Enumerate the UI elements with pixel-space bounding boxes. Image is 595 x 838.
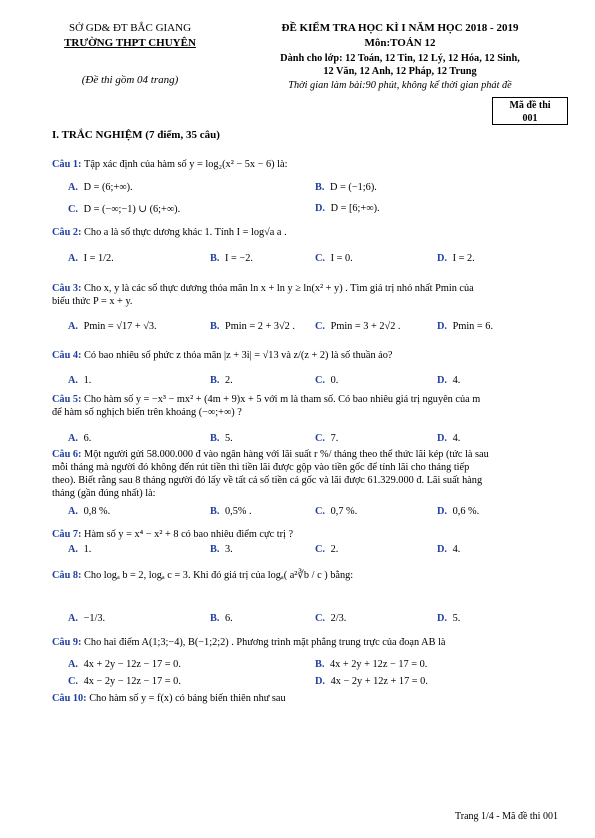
question-number: Câu 7: [52, 529, 85, 540]
option-text: 4. [450, 433, 461, 444]
option-text: −1/3. [81, 613, 106, 624]
answer-option [68, 182, 133, 193]
option-letter: A. [68, 544, 79, 555]
page-count-note: (Đề thi gồm 04 trang) [81, 74, 179, 86]
answer-option [437, 321, 493, 332]
option-text: 2. [328, 544, 339, 555]
question-stem [52, 226, 572, 239]
option-text: 0,8 %. [81, 506, 111, 517]
question-text: Cho hàm số y = f(x) có bảng biến thiên như sau [89, 693, 286, 704]
question-number: Câu 6: [52, 449, 85, 460]
answer-option [210, 544, 233, 555]
option-text: D = (6;+∞). [81, 182, 133, 193]
answer-option [68, 659, 181, 670]
time-limit: Thời gian làm bài:90 phút, không kể thời gian phát đề [288, 80, 512, 91]
question-text: Cho hàm số y = −x³ − mx² + (4m + 9)x + 5 với m là tham số. Có bao nhiêu giá trị nguyên của m [84, 394, 481, 405]
option-letter: A. [68, 375, 79, 386]
option-letter: C. [315, 321, 326, 332]
option-letter: C. [315, 253, 326, 264]
answer-option [68, 433, 91, 444]
question-text: biểu thức P = x + y. [52, 296, 133, 307]
answer-option [210, 613, 233, 624]
option-text: 4. [450, 544, 461, 555]
question-stem-continued [52, 487, 572, 500]
question-stem [52, 349, 572, 362]
answer-option [437, 375, 460, 386]
answer-option [437, 433, 460, 444]
question-text: theo). Biết rằng sau 8 tháng người đó lấy về tất cả số tiền cả gốc và lãi được 61.329.000 đ. Lãi suất hàng [52, 475, 483, 486]
answer-option [437, 506, 479, 517]
answer-option [437, 613, 460, 624]
option-text: 0,5% . [222, 506, 252, 517]
option-text: 4x − 2y − 12z − 17 = 0. [81, 676, 181, 687]
option-letter: B. [210, 375, 220, 386]
answer-option [315, 506, 357, 517]
question-stem [52, 636, 572, 649]
question-text: Có bao nhiêu số phức z thỏa mãn |z + 3i| = √13 và z/(z + 2) là số thuần ảo? [84, 350, 393, 361]
exam-code-box [492, 97, 568, 125]
answer-option [68, 203, 180, 215]
option-text: I = 0. [328, 253, 353, 264]
option-text: Pmin = 2 + 3√2 . [222, 321, 295, 332]
answer-option [210, 321, 295, 332]
question-number: Câu 3: [52, 283, 85, 294]
option-letter: B. [315, 659, 325, 670]
option-letter: D. [437, 433, 448, 444]
answer-option [68, 544, 91, 555]
option-text: Pmin = 6. [450, 321, 494, 332]
school-name: TRƯỜNG THPT CHUYÊN [64, 37, 196, 49]
answer-option [437, 253, 475, 264]
option-text: 6. [222, 613, 233, 624]
option-text: 6. [81, 433, 92, 444]
option-text: 3. [222, 544, 233, 555]
option-text: 0. [328, 375, 339, 386]
answer-option [315, 253, 353, 264]
question-stem [52, 158, 572, 171]
answer-option [68, 375, 91, 386]
question-stem [52, 528, 572, 541]
option-text: D = [6;+∞). [328, 203, 380, 214]
answer-option [315, 321, 401, 332]
department-name: SỞ GD& ĐT BẮC GIANG [68, 22, 192, 34]
option-text: 1. [81, 375, 92, 386]
option-letter: B. [210, 433, 220, 444]
question-text: mỗi tháng mà người đó không đến rút tiền thì tiền lãi được gộp vào tiền gốc để tính lãi cho tháng tiếp [52, 462, 470, 473]
option-text: I = −2. [222, 253, 253, 264]
option-letter: D. [315, 203, 326, 214]
question-text: Tập xác định của hàm số y = log₂(x² − 5x − 6) là: [84, 159, 288, 170]
answer-option [68, 613, 105, 624]
option-letter: A. [68, 659, 79, 670]
answer-option [68, 676, 181, 687]
question-text: tháng (gần đúng nhất) là: [52, 488, 156, 499]
option-text: 1. [81, 544, 92, 555]
question-number: Câu 10: [52, 693, 90, 704]
exam-code-label: Mã đề thi [509, 100, 551, 111]
question-text: Cho x, y là các số thực dương thỏa mãn ln x + ln y ≥ ln(x² + y) . Tìm giá trị nhỏ nhất Pmin của [84, 283, 474, 294]
exam-title: ĐỀ KIỂM TRA HỌC KÌ I NĂM HỌC 2018 - 2019 [281, 22, 519, 34]
answer-option [315, 544, 338, 555]
option-text: Pmin = √17 + √3. [81, 321, 157, 332]
answer-option [210, 506, 252, 517]
option-letter: D. [437, 613, 448, 624]
question-stem [52, 282, 572, 295]
question-text: Một người gửi 58.000.000 đ vào ngân hàng với lãi suất r %/ tháng theo thể thức lãi kép (tức là sau [84, 449, 489, 460]
option-letter: B. [210, 613, 220, 624]
option-letter: C. [68, 676, 79, 687]
answer-option [315, 433, 338, 444]
question-stem [52, 569, 572, 582]
option-text: 0,7 %. [328, 506, 358, 517]
option-text: 4x + 2y + 12z − 17 = 0. [327, 659, 428, 670]
question-number: Câu 8: [52, 570, 85, 581]
question-text: Cho a là số thực dương khác 1. Tính I = log√a a . [84, 227, 287, 238]
page-footer: Trang 1/4 - Mã đề thi 001 [455, 811, 558, 822]
answer-option [210, 375, 233, 386]
question-stem [52, 393, 572, 406]
option-letter: D. [437, 253, 448, 264]
option-text: 2/3. [328, 613, 347, 624]
answer-option [210, 433, 233, 444]
answer-option [315, 203, 380, 214]
option-letter: A. [68, 321, 79, 332]
option-text: 2. [222, 375, 233, 386]
option-letter: B. [210, 544, 220, 555]
option-letter: D. [437, 375, 448, 386]
question-text: để hàm số nghịch biến trên khoảng (−∞;+∞) ? [52, 407, 242, 418]
option-letter: A. [68, 182, 79, 193]
answer-option [68, 253, 114, 264]
option-text: I = 2. [450, 253, 475, 264]
option-letter: D. [437, 544, 448, 555]
answer-option [315, 613, 346, 624]
question-number: Câu 4: [52, 350, 85, 361]
option-text: 7. [328, 433, 339, 444]
option-letter: C. [315, 613, 326, 624]
option-letter: A. [68, 613, 79, 624]
option-text: 4x + 2y − 12z − 17 = 0. [81, 659, 181, 670]
question-text: Hàm số y = x⁴ − x² + 8 có bao nhiêu điểm cực trị ? [84, 529, 294, 540]
question-stem-continued [52, 406, 572, 419]
question-stem [52, 692, 572, 705]
option-text: 0,6 %. [450, 506, 480, 517]
question-number: Câu 1: [52, 159, 85, 170]
question-stem-continued [52, 295, 572, 308]
option-text: D = (−1;6). [327, 182, 377, 193]
class-list-1: Dành cho lớp: 12 Toán, 12 Tin, 12 Lý, 12 Hóa, 12 Sinh, [280, 53, 520, 64]
answer-option [315, 659, 427, 670]
option-text: I = 1/2. [81, 253, 114, 264]
answer-option [210, 253, 253, 264]
answer-option [315, 375, 338, 386]
answer-option [437, 544, 460, 555]
option-letter: D. [437, 506, 448, 517]
answer-option [315, 676, 428, 687]
section-title: I. TRẮC NGHIỆM (7 điểm, 35 câu) [52, 129, 220, 141]
answer-option [68, 506, 110, 517]
option-letter: D. [315, 676, 326, 687]
option-letter: B. [210, 253, 220, 264]
question-number: Câu 2: [52, 227, 85, 238]
question-stem-continued [52, 474, 572, 487]
option-letter: D. [437, 321, 448, 332]
option-text: 5. [450, 613, 461, 624]
option-letter: C. [68, 204, 79, 215]
option-letter: C. [315, 433, 326, 444]
question-number: Câu 9: [52, 637, 85, 648]
option-letter: C. [315, 506, 326, 517]
option-letter: B. [210, 506, 220, 517]
option-text: D = (−∞;−1) ∪ (6;+∞). [81, 204, 181, 215]
question-text: Cho hai điểm A(1;3;−4), B(−1;2;2) . Phương trình mặt phẳng trung trực của đoạn AB là [84, 637, 446, 648]
option-letter: A. [68, 506, 79, 517]
exam-code-value: 001 [522, 113, 538, 124]
question-text: Cho logₐ b = 2, logₐ c = 3. Khi đó giá trị của logₐ( a²∛b / c ) bằng: [84, 570, 354, 581]
option-letter: B. [210, 321, 220, 332]
subject: Môn:TOÁN 12 [364, 37, 436, 49]
option-text: 5. [222, 433, 233, 444]
option-letter: B. [315, 182, 325, 193]
option-text: 4x − 2y + 12z + 17 = 0. [328, 676, 428, 687]
option-text: 4. [450, 375, 461, 386]
option-letter: A. [68, 433, 79, 444]
option-letter: A. [68, 253, 79, 264]
question-stem-continued [52, 461, 572, 474]
option-text: Pmin = 3 + 2√2 . [328, 321, 401, 332]
option-letter: C. [315, 544, 326, 555]
question-stem [52, 448, 572, 461]
answer-option [68, 321, 157, 332]
option-letter: C. [315, 375, 326, 386]
answer-option [315, 182, 377, 193]
class-list-2: 12 Văn, 12 Anh, 12 Pháp, 12 Trung [323, 66, 477, 77]
question-number: Câu 5: [52, 394, 85, 405]
